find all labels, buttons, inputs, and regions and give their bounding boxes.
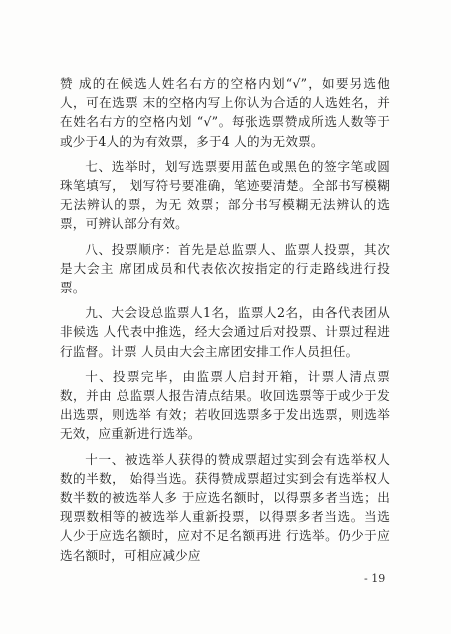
body-text bbox=[60, 74, 390, 571]
paragraph-seven: 七、选举时，划写选票要用蓝色或黑色的签字笔或圆珠笔填写， 划写符号要准确，笔迹要清楚。全部书写模糊无法辨认的票，为无 效票；部分书写模糊无法辨认的选票，可辨认部分有效。 bbox=[60, 158, 390, 232]
paragraph-continuation: 赞 成的在候选人姓名右方的空格内划“√”，如要另选他人，可在选票 末的空格内写上你认为合适的人选姓名，并在姓名右方的空格内划 “√”。每张选票赞成所选人数等于或少于4人的为有效票，多于4 人的为无效票。 bbox=[60, 76, 390, 149]
page-number: - 19 bbox=[364, 572, 386, 585]
paragraph-nine: 九、大会设总监票人1名，监票人2名，由各代表团从非候选 人代表中推选，经大会通过后对投票、计票过程进行监督。计票 人员由大会主席团安排工作人员担任。 bbox=[60, 305, 390, 359]
paragraph-eight: 八、投票顺序：首先是总监票人、监票人投票，其次是大会主 席团成员和代表依次按指定的行走路线进行投票。 bbox=[60, 241, 390, 296]
paragraph-eleven: 十一、被选举人获得的赞成票超过实到会有选举权人数的半数， 始得当选。获得赞成票超过实到会有选举权人数半数的被选举人多 于应选名额时，以得票多者当选；出现票数相等的被选举人重新投票，以得票多者当选。当选人少于应选名额时，应对不足名额再进 行选举。仍少于应选名额时，可相应减少应 bbox=[60, 451, 390, 563]
paragraph-ten: 十、投票完毕，由监票人启封开箱，计票人清点票数，并由 总监票人报告清点结果。收回选票等于或少于发出选票，则选举 有效；若收回选票多于发出选票，则选举无效，应重新进行选举。 bbox=[60, 368, 390, 442]
